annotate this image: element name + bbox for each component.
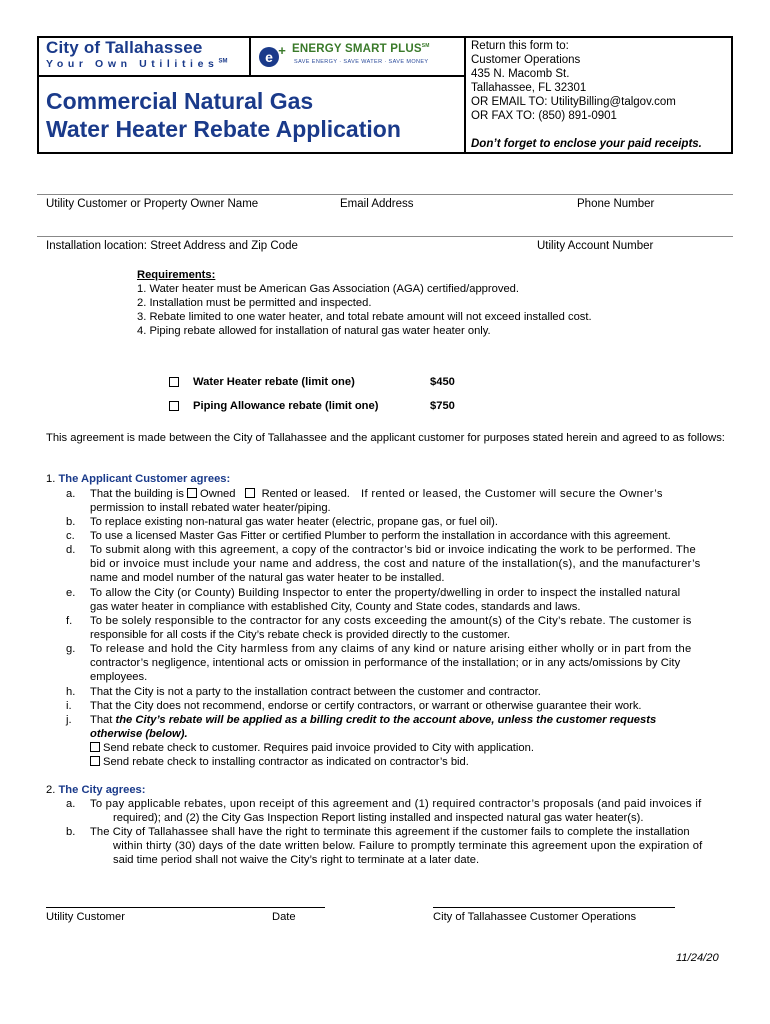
city-item-b: The City of Tallahassee shall have the right to terminate this agreement if the customer fails to complete the installation: [90, 826, 690, 838]
city-signature-label: City of Tallahassee Customer Operations: [433, 911, 637, 923]
rented-checkbox[interactable]: [245, 488, 255, 498]
item-j: That the City’s rebate will be applied as a billing credit to the account above, unless the customer requests: [90, 714, 657, 726]
city-tagline: Your Own Utilities℠: [46, 58, 228, 70]
send-check-customer-checkbox[interactable]: [90, 742, 100, 752]
customer-agrees-heading: 1. The Applicant Customer agrees:: [46, 473, 231, 485]
customer-signature-line[interactable]: [46, 907, 325, 908]
item-b: To replace existing non-natural gas water heater (electric, propane gas, or fuel oil).: [90, 516, 498, 528]
return-email: OR EMAIL TO: UtilityBilling@talgov.com: [471, 96, 676, 108]
item-a-cont: permission to install rebated water heater/piping.: [90, 502, 331, 514]
requirements-heading: Requirements:: [137, 269, 216, 281]
water-heater-rebate-amount: $450: [430, 376, 455, 388]
item-e-cont: gas water heater in compliance with established City, County and State codes, standards and laws.: [90, 601, 581, 613]
item-letter: b.: [66, 826, 76, 838]
piping-rebate-checkbox[interactable]: [169, 401, 179, 411]
city-item-b-cont: said time period shall not waive the City’s right to terminate at a later date.: [113, 854, 480, 866]
form-revision-date: 11/24/20: [676, 952, 719, 964]
send-check-to-contractor-option[interactable]: Send rebate check to installing contractor as indicated on contractor’s bid.: [90, 755, 469, 769]
requirement-item: 3. Rebate limited to one water heater, and total rebate amount will not exceed installed cost.: [137, 311, 592, 323]
item-letter: d.: [66, 544, 76, 556]
item-letter: c.: [66, 530, 75, 542]
customer-signature-label: Utility Customer: [46, 911, 125, 923]
form-title-line1: Commercial Natural Gas: [46, 88, 314, 114]
email-label: Email Address: [340, 198, 414, 210]
customer-name-label: Utility Customer or Property Owner Name: [46, 198, 259, 210]
item-d-cont: name and model number of the natural gas water heater to be installed.: [90, 572, 445, 584]
account-number-label: Utility Account Number: [537, 240, 654, 252]
item-letter: h.: [66, 686, 76, 698]
item-letter: g.: [66, 643, 76, 655]
city-item-b-cont: within thirty (30) days of the date written below. Failure to promptly terminate this agreement upon the expiration of: [113, 840, 703, 852]
item-j-cont: otherwise (below).: [90, 728, 188, 740]
send-check-to-customer-option[interactable]: Send rebate check to customer. Requires paid invoice provided to City with application.: [90, 741, 534, 755]
date-label: Date: [272, 911, 296, 923]
phone-label: Phone Number: [577, 198, 655, 210]
item-c: To use a licensed Master Gas Fitter or certified Plumber to perform the installation in accordance with this agreement.: [90, 530, 671, 542]
agreement-intro: This agreement is made between the City of Tallahassee and the applicant customer for purposes stated herein and agreed to as follows:: [46, 432, 725, 444]
piping-rebate-label: Piping Allowance rebate (limit one): [193, 400, 379, 412]
send-check-contractor-checkbox[interactable]: [90, 756, 100, 766]
item-d: To submit along with this agreement, a copy of the contractor’s bid or invoice indicating the work to be performed. The: [90, 544, 696, 556]
return-line: Customer Operations: [471, 54, 581, 66]
city-item-a-cont: required); and (2) the City Gas Inspection Report listing installed and inspected natural gas water heater(s).: [113, 812, 644, 824]
city-item-a: To pay applicable rebates, upon receipt of this agreement and (1) required contractor’s proposals (and paid invoices if: [90, 798, 702, 810]
return-line: Tallahassee, FL 32301: [471, 82, 587, 94]
item-i: That the City does not recommend, endorse or certify contractors, or warrant or otherwise guarantee their work.: [90, 700, 642, 712]
requirement-item: 2. Installation must be permitted and inspected.: [137, 297, 372, 309]
svg-text:e: e: [265, 49, 273, 65]
item-letter: e.: [66, 587, 76, 599]
energy-smart-plus-logo-icon: [258, 44, 288, 68]
customer-info-line[interactable]: [37, 194, 733, 195]
return-fax: OR FAX TO: (850) 891-0901: [471, 110, 617, 122]
install-location-label: Installation location: Street Address and Zip Code: [46, 240, 298, 252]
item-a: That the building is Owned Rented or leased. If rented or leased, the Customer will secure the Owner’s: [90, 488, 663, 500]
water-heater-rebate-checkbox[interactable]: [169, 377, 179, 387]
requirement-item: 4. Piping rebate allowed for installation of natural gas water heater only.: [137, 325, 491, 337]
water-heater-rebate-label: Water Heater rebate (limit one): [193, 376, 355, 388]
item-h: That the City is not a party to the installation contract between the customer and contractor.: [90, 686, 541, 698]
item-letter: f.: [66, 615, 73, 627]
item-f: To be solely responsible to the contractor for any costs exceeding the amount(s) of the City’s rebate. The customer is: [90, 615, 692, 627]
receipts-note: Don’t forget to enclose your paid receipts.: [471, 138, 702, 150]
energy-smart-plus-name: ENERGY SMART PLUS℠: [292, 43, 430, 55]
svg-text:+: +: [278, 44, 286, 58]
location-info-line[interactable]: [37, 236, 733, 237]
item-g-cont: contractor’s negligence, intentional acts or omission in performance of the installation; or in any acts/omissions by City: [90, 657, 681, 669]
item-letter: b.: [66, 516, 76, 528]
owned-checkbox[interactable]: [187, 488, 197, 498]
piping-rebate-amount: $750: [430, 400, 455, 412]
item-f-cont: responsible for all costs if the City’s rebate check is provided directly to the customer.: [90, 629, 511, 641]
return-line: 435 N. Macomb St.: [471, 68, 570, 80]
item-letter: j.: [66, 714, 72, 726]
form-title-line2: Water Heater Rebate Application: [46, 116, 401, 142]
city-signature-line[interactable]: [433, 907, 675, 908]
item-g-cont: employees.: [90, 671, 148, 683]
return-line: Return this form to:: [471, 40, 569, 52]
requirement-item: 1. Water heater must be American Gas Association (AGA) certified/approved.: [137, 283, 519, 295]
item-g: To release and hold the City harmless from any claims of any kind or nature arising either wholly or in part from the: [90, 643, 692, 655]
city-of-tallahassee-logo: City of Tallahassee: [46, 38, 203, 57]
logo-divider: [249, 36, 251, 77]
item-letter: a.: [66, 798, 76, 810]
item-letter: i.: [66, 700, 72, 712]
item-e: To allow the City (or County) Building Inspector to enter the property/dwelling in order to inspect the installed natural: [90, 587, 681, 599]
item-letter: a.: [66, 488, 76, 500]
energy-smart-plus-subtitle: SAVE ENERGY · SAVE WATER · SAVE MONEY: [294, 59, 429, 65]
city-agrees-heading: 2. The City agrees:: [46, 784, 146, 796]
item-d-cont: bid or invoice must include your name and address, the cost and nature of the installation(s), and the manufacturer’s: [90, 558, 701, 570]
